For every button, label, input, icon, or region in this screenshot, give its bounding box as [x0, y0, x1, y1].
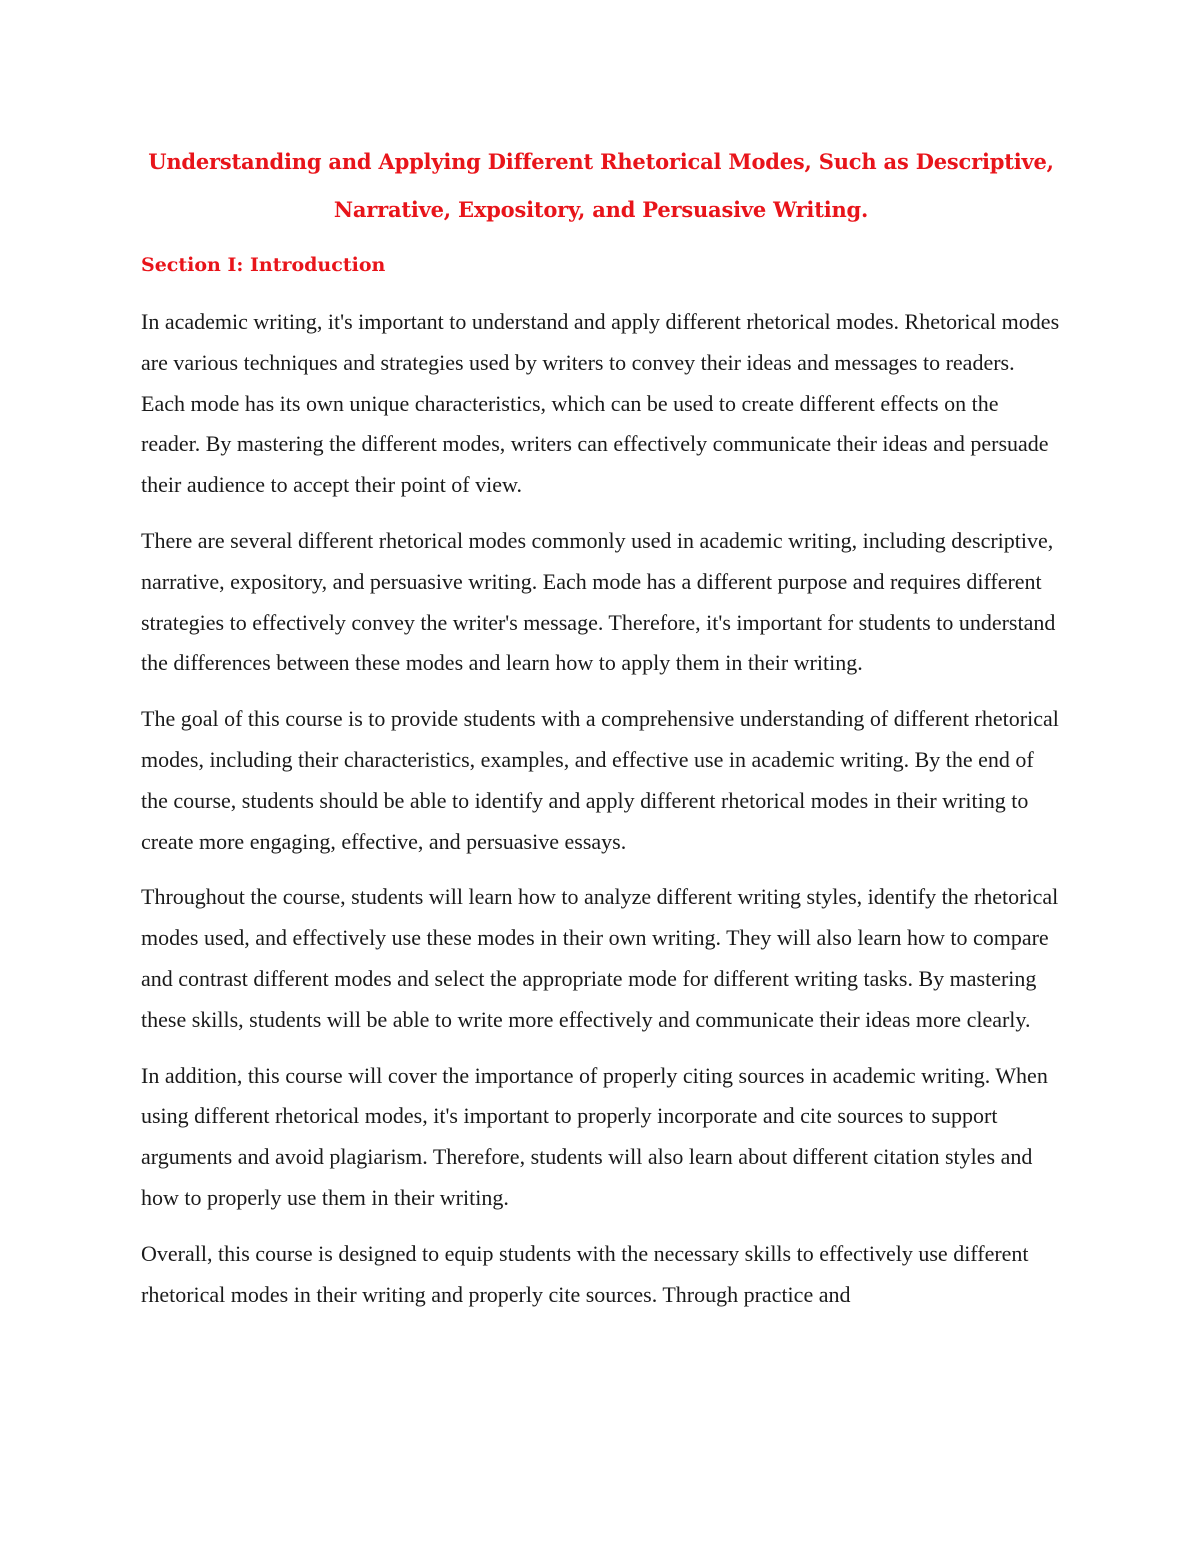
document-title: Understanding and Applying Different Rhetorical Modes, Such as Descriptive, Narrative, Expository, and Persuasive Writing. [148, 149, 1054, 222]
paragraph-1: In academic writing, it's important to understand and apply different rhetorical modes. Rhetorical modes are various techniques and strategies used by writers to convey their ideas and messages to readers. Each mode has its own unique characteristics, which can be used to create different effects on the reader. By mastering the different modes, writers can effectively communicate their ideas and persuade their audience to accept their point of view. [141, 309, 1060, 498]
paragraph-4: Throughout the course, students will learn how to analyze different writing styles, identify the rhetorical modes used, and effectively use these modes in their own writing. They will also learn how to compare and contrast different modes and select the appropriate mode for different writing tasks. By mastering these skills, students will be able to write more effectively and communicate their ideas more clearly. [141, 884, 1059, 1032]
paragraph-5: In addition, this course will cover the importance of properly citing sources in academic writing. When using different rhetorical modes, it's important to properly incorporate and cite sources to support arguments and avoid plagiarism. Therefore, students will also learn about different citation styles and how to properly use them in their writing. [141, 1062, 1048, 1210]
paragraph-2: There are several different rhetorical modes commonly used in academic writing, including descriptive, narrative, expository, and persuasive writing. Each mode has a different purpose and requires different strategies to effectively convey the writer's message. Therefore, it's important for students to understand the differences between these modes and learn how to apply them in their writing. [141, 527, 1056, 676]
paragraph-6: Overall, this course is designed to equip students with the necessary skills to effectively use different rhetorical modes in their writing and properly cite sources. Through practice and [141, 1240, 1029, 1307]
document-content [141, 138, 1061, 1315]
section-heading: Section I: Introduction [141, 254, 386, 276]
paragraph-3: The goal of this course is to provide students with a comprehensive understanding of different rhetorical modes, including their characteristics, examples, and effective use in academic writing. By the end of the course, students should be able to identify and apply different rhetorical modes in their writing to create more engaging, effective, and persuasive essays. [141, 706, 1059, 854]
